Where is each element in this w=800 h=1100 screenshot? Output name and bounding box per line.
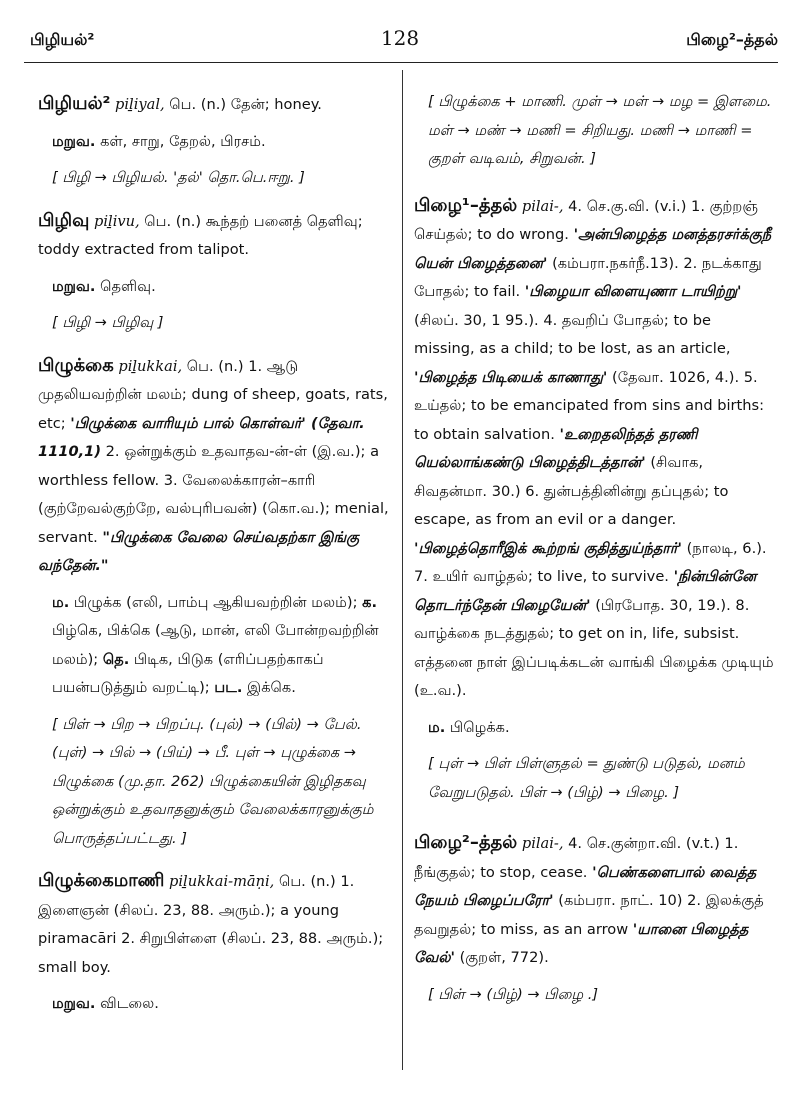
etymology: [ பிள் → (பிழ்) → பிழை .] <box>428 985 599 1003</box>
running-head-right: பிழை²–த்தல் <box>686 30 778 49</box>
entry-body <box>414 192 776 706</box>
grammar: 4. செ.குன்றா.வி. (v.t.) <box>568 835 720 852</box>
headword: பிழிவு <box>38 209 90 231</box>
definition: பெ. (n.) கூந்தற் பனைத் தெளிவு; toddy extracted from talipot. <box>38 212 363 258</box>
synonyms-text: கள், சாறு, தேறல், பிரசம். <box>95 132 266 150</box>
etymology: [ பிள் → பிற → பிறப்பு. (புல்) → (பில்) → பேல். (புள்) → பில் → (பிய்) → பீ. புள் → புழுக்கை → பிழுக்கை (மு.தா. 262) பிழுக்கையின் இழிதகவு ஒன்றுக்கும் உதவாதனுக்கும் வேலைக்காரனுக்கும் பொருத்தப்பட்டது. ] <box>52 715 374 847</box>
cognate-text: இக்கெ. <box>242 679 296 696</box>
sense-text: (தேவா. 1026, 4.). 5. உய்தல்; to be emancipated from sins and births: to obtain salvation. <box>414 368 765 443</box>
lang-label: க. <box>362 593 378 611</box>
cognates <box>38 589 394 703</box>
synonyms-label: மறுவ. <box>52 995 96 1012</box>
cognate-text: பிழெக்க. <box>445 718 510 736</box>
synonyms-label: மறுவ. <box>52 277 96 295</box>
synonyms-label: மறுவ. <box>52 132 96 150</box>
citation: 'உறைதலிந்தத் தரணி யெல்லாங்கண்டு பிழைத்திடத்தான்' <box>414 425 698 471</box>
entry-body <box>38 867 394 982</box>
definition: 2. ஒன்றுக்கும் உதவாதவ-ன்-ள் (இ.வ.); a worthless fellow. 3. வேலைக்காரன்–காரி (குற்றேவல்குற்றே, வல்புரிபவன்) (கொ.வ.); menial, servant. <box>38 443 389 546</box>
citation: 'அன்பிழைத்த மனத்தரசர்க்குநீ யென் பிழைத்தனை' <box>414 226 772 272</box>
entry-body <box>38 207 394 265</box>
transliteration: piḻiyal, <box>115 96 165 113</box>
citation: 'பிழைத்தொரீஇக் கூற்றங் குதித்துய்ந்தார்' <box>414 539 682 557</box>
etymology: [ பிழி → பிழிவு ] <box>52 314 164 331</box>
grammar: 4. செ.கு.வி. (v.i.) <box>568 197 687 215</box>
transliteration: piḻukkai-māṇi, <box>169 873 275 890</box>
column-divider <box>402 70 403 1070</box>
lang-label: தெ. <box>102 650 130 668</box>
lang-label: பட. <box>214 679 243 696</box>
lang-label: ம. <box>428 718 446 736</box>
lang-label: ம. <box>52 593 70 611</box>
transliteration: pilai-, <box>521 835 564 852</box>
header-rule <box>24 62 778 63</box>
transliteration: pilai-, <box>521 197 564 215</box>
etymology: [ புள் → பிள் பிள்ளுதல் = துண்டு படுதல், மனம் வேறுபடுதல். பிள் → (பிழ்) → பிழை. ] <box>428 755 745 801</box>
transliteration: piḻukkai, <box>118 357 183 375</box>
citation: "பிழுக்கை வேலை செய்வதற்கா இங்கு வந்தேன்." <box>38 528 360 574</box>
entry-pilai-2 <box>414 829 776 1009</box>
sense-text: (கம்பரா. நாட். 10) 2. இலக்குத் தவறுதல்; to miss, as an arrow <box>414 892 764 938</box>
sense-text: (பிரபோத. 30, 19.). 8. வாழ்க்கை நடத்துதல்; to get on in, life, subsist. எத்தனை நாள் இப்படிக்கடன் வாங்கி பிழைக்க முடியும் (உ.வ.). <box>414 596 774 699</box>
citation: 'பிழுக்கை வாரியும் பால் கொள்வர்' (தேவா. 1110,1) <box>38 414 365 460</box>
entry-piliyal <box>38 90 394 193</box>
citation: 'யானை பிழைத்த வேல்' <box>414 920 749 966</box>
sense-text: (கம்பரா.நகர்நீ.13). 2. நடக்காது போதல்; to fail. <box>414 254 762 300</box>
sense-text: (நாலடி, 6.). 7. உயிர் வாழ்தல்; to live, to survive. <box>414 539 767 585</box>
citation: 'பிழைத்த பிடியைக் காணாது' <box>414 368 608 386</box>
headword: பிழுக்கைமாணி <box>38 870 165 891</box>
page-number: 128 <box>380 26 420 50</box>
transliteration: piḻivu, <box>94 212 140 230</box>
cognate-text: பிழ்கெ, பிக்கெ (ஆடு, மான், எலி போன்றவற்றின் மலம்); <box>52 622 379 668</box>
etymology-continued: [ பிழுக்கை + மாணி. முள் → மள் → மழ = இளமை. மள் → மண் → மணி = சிறியது. மணி → மாணி = குறள் வடிவம், சிறுவன். ] <box>428 93 772 167</box>
synonyms-text: விடலை. <box>95 995 159 1012</box>
synonyms <box>38 128 394 157</box>
citation: 'பிழையா விளையுணா டாயிற்று' <box>524 283 742 300</box>
citation: 'நின்பின்னே தொடர்ந்தேன் பிழையேன்' <box>414 568 757 614</box>
synonyms <box>38 990 394 1019</box>
entry-pilai-1 <box>414 192 776 808</box>
entry-pilukkai <box>38 352 394 854</box>
running-head-left: பிழியல்² <box>30 30 95 49</box>
headword: பிழியல்² <box>38 93 111 114</box>
headword: பிழுக்கை <box>38 354 114 376</box>
cognate-text: பிடிக, பிடுக (எரிப்பதற்காகப் பயன்படுத்தும் வறட்டி); <box>52 650 324 696</box>
sense-text: 1. நீங்குதல்; to stop, cease. <box>414 835 739 881</box>
entry-body <box>414 829 776 973</box>
headword: பிழை²–த்தல் <box>414 832 518 853</box>
definition: பெ. (n.) 1. இளைஞன் (சிலப். 23, 88. அரும்.); a young piramacāri 2. சிறுபிள்ளை (சிலப். 23, 88. அரும்.); small boy. <box>38 873 384 976</box>
sense-text: 1. குற்றஞ் செய்தல்; to do wrong. <box>414 197 759 243</box>
cognate-text: பிழுக்க (எலி, பாம்பு ஆகியவற்றின் மலம்); <box>69 593 363 611</box>
etymology: [ பிழி → பிழியல். 'தல்' தொ.பெ.ஈறு. ] <box>52 169 305 186</box>
headword: பிழை¹–த்தல் <box>414 194 518 216</box>
definition: பெ. (n.) தேன்; honey. <box>169 96 322 113</box>
sense-text: (சிலப். 30, 1 95.). 4. தவறிப் போதல்; to be missing, as a child; to be lost, as an article, <box>414 311 731 357</box>
left-column <box>38 72 394 1019</box>
sense-text: (சிவாக, சிவதன்மா. 30.) 6. துன்பத்தினின்று தப்புதல்; to escape, as from an evil or a danger. <box>414 454 729 528</box>
entry-body <box>38 352 394 581</box>
cognates <box>414 714 776 743</box>
sense-text: (குறள், 772). <box>459 949 549 966</box>
entry-body <box>38 90 394 120</box>
definition: பெ. (n.) 1. ஆடு முதலியவற்றின் மலம்; dung of sheep, goats, rats, etc; <box>38 357 388 432</box>
entry-pilivu <box>38 207 394 338</box>
right-column <box>414 72 776 1009</box>
synonyms-text: தெளிவு. <box>95 277 156 295</box>
citation: 'பெண்களைபால் வைத்த நேயம் பிழைப்பரோ' <box>414 863 757 909</box>
synonyms <box>38 273 394 302</box>
entry-pilukkai-mani <box>38 867 394 1019</box>
